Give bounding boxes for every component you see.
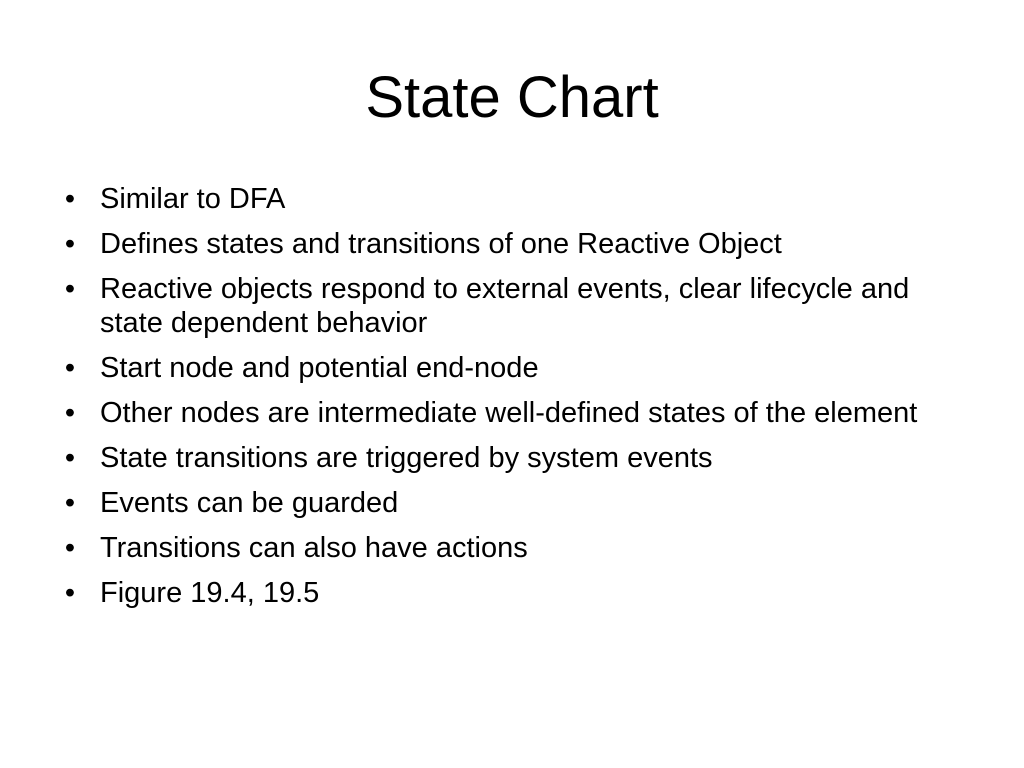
bullet-icon: •: [64, 577, 76, 609]
bullet-icon: •: [64, 228, 76, 260]
list-item: [56, 227, 956, 261]
bullet-icon: •: [64, 273, 76, 305]
bullet-text: Figure 19.4, 19.5: [100, 577, 320, 609]
list-item: [56, 441, 956, 475]
bullet-list: [56, 182, 956, 621]
list-item: [56, 531, 956, 565]
bullet-icon: •: [64, 532, 76, 564]
bullet-icon: •: [64, 183, 76, 215]
bullet-icon: •: [64, 442, 76, 474]
list-item: [56, 576, 956, 610]
list-item: [56, 182, 956, 216]
bullet-icon: •: [64, 487, 76, 519]
bullet-text: Similar to DFA: [100, 183, 286, 215]
list-item: [56, 272, 956, 340]
bullet-icon: •: [64, 352, 76, 384]
list-item: [56, 351, 956, 385]
bullet-text: Other nodes are intermediate well-defined states of the element: [100, 397, 918, 429]
list-item: [56, 396, 956, 430]
list-item: [56, 486, 956, 520]
bullet-text: Start node and potential end-node: [100, 352, 539, 384]
bullet-text: Reactive objects respond to external events, clear lifecycle and state dependent behavior: [100, 273, 910, 339]
bullet-text: Transitions can also have actions: [100, 532, 528, 564]
bullet-text: Events can be guarded: [100, 487, 399, 519]
bullet-text: Defines states and transitions of one Reactive Object: [100, 228, 782, 260]
slide-title: State Chart: [365, 65, 659, 130]
bullet-icon: •: [64, 397, 76, 429]
bullet-text: State transitions are triggered by system events: [100, 442, 713, 474]
